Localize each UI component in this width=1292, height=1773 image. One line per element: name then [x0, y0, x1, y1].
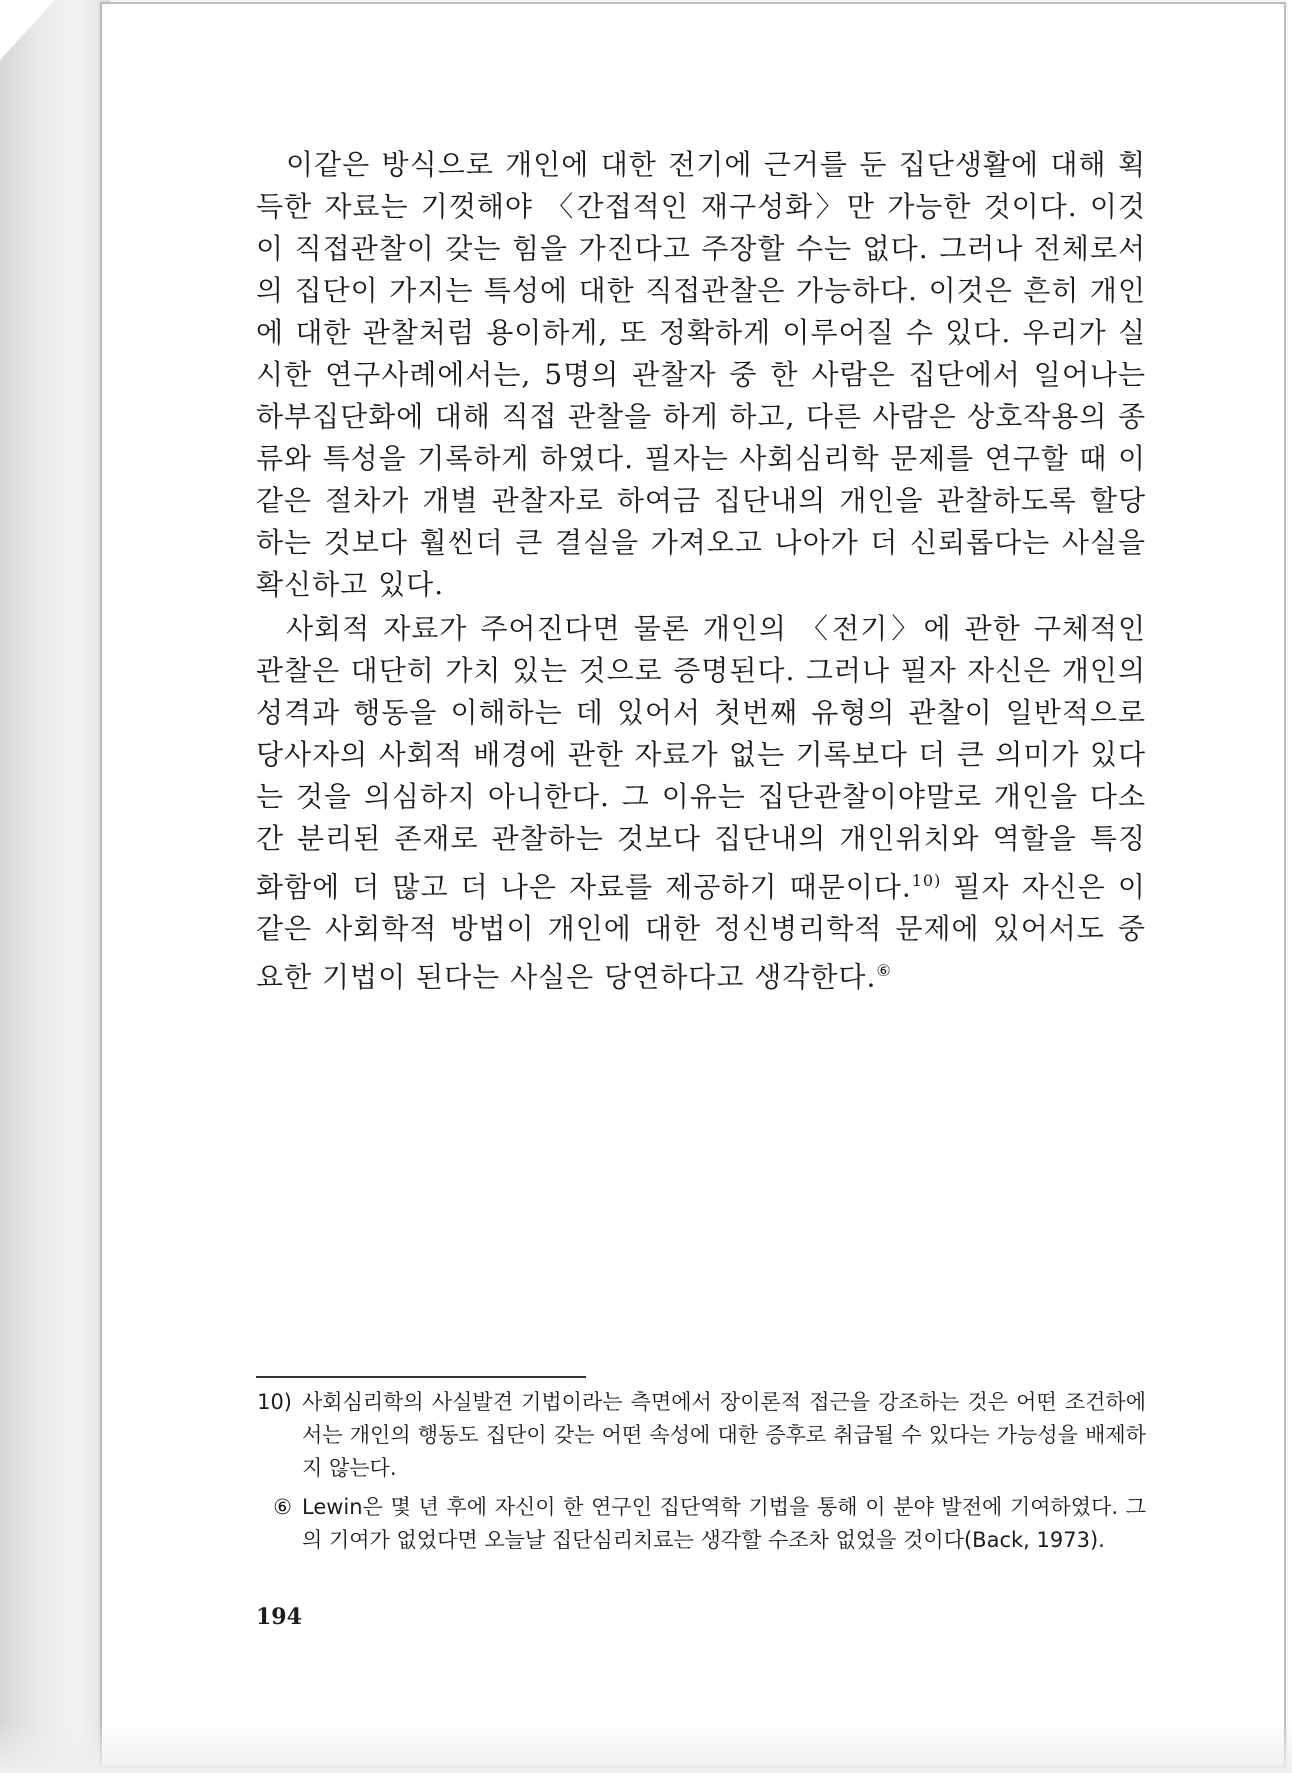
bottom-shadow	[0, 1720, 1292, 1773]
page-sheet	[100, 2, 1286, 1768]
footnote-text: 사회심리학의 사실발견 기법이라는 측면에서 장이론적 접근을 강조하는 것은 어떤 조건하에서는 개인의 행동도 집단이 갖는 어떤 속성에 대한 증후로 취급될 수 있다는 가능성을 배제하지 않는다.	[302, 1390, 1146, 1480]
footnote-ref-10: 10)	[911, 871, 942, 890]
footnote-text: Lewin은 몇 년 후에 자신이 한 연구인 집단역학 기법을 통해 이 분야 발전에 기여하였다. 그의 기여가 없었다면 오늘날 집단심리치료는 생각할 수조차 없었을 것이다(Back, 1973).	[302, 1495, 1146, 1552]
footnote-mark: 10)	[257, 1390, 292, 1414]
footnote-ref-6: ⑥	[876, 961, 892, 981]
paragraph-1: 이같은 방식으로 개인에 대한 전기에 근거를 둔 집단생활에 대해 획득한 자료는 기껏해야 〈간접적인 재구성화〉만 가능한 것이다. 이것이 직접관찰이 갖는 힘을 가진다고 주장할 수는 없다. 그러나 전체로서의 집단이 가지는 특성에 대한 직접관찰은 가능하다. 이것은 흔히 개인에 대한 관찰처럼 용이하게, 또 정확하게 이루어질 수 있다. 우리가 실시한 연구사례에서는, 5명의 관찰자 중 한 사람은 집단에서 일어나는 하부집단화에 대해 직접 관찰을 하게 하고, 다른 사람은 상호작용의 종류와 특성을 기록하게 하였다. 필자는 사회심리학 문제를 연구할 때 이같은 절차가 개별 관찰자로 하여금 집단내의 개인을 관찰하도록 할당하는 것보다 훨씬더 큰 결실을 가져오고 나아가 더 신뢰롭다는 사실을 확신하고 있다.	[256, 148, 1146, 601]
footnote-divider	[256, 1376, 586, 1378]
page-number: 194	[256, 1604, 302, 1630]
footnote-10	[256, 1386, 1146, 1485]
footnote-6	[256, 1491, 1146, 1557]
paragraph-2-main: 사회적 자료가 주어진다면 물론 개인의 〈전기〉에 관한 구체적인 관찰은 대단히 가치 있는 것으로 증명된다. 그러나 필자 자신은 개인의 성격과 행동을 이해하는 데 있어서 첫번째 유형의 관찰이 일반적으로 당사자의 사회적 배경에 관한 자료가 없는 기록보다 더 큰 의미가 있다는 것을 의심하지 아니한다. 그 이유는 집단관찰이야말로 개인을 다소간 분리된 존재로 관찰하는 것보다 집단내의 개인위치와 역할을 특징화함에 더 많고 더 나은 자료를 제공하기 때문이다.	[256, 612, 1146, 904]
footnote-mark: ⑥	[273, 1495, 292, 1519]
body-text	[256, 144, 1146, 999]
book-spine	[0, 0, 110, 1773]
footnotes	[256, 1386, 1146, 1563]
paragraph-2	[256, 608, 1146, 999]
paragraph-2-tail: 필자 자신은 이같은 사회학적 방법이 개인에 대한 정신병리학적 문제에 있어서도 중요한 기법이 된다는 사실은 당연하다고 생각한다.	[256, 870, 1146, 994]
